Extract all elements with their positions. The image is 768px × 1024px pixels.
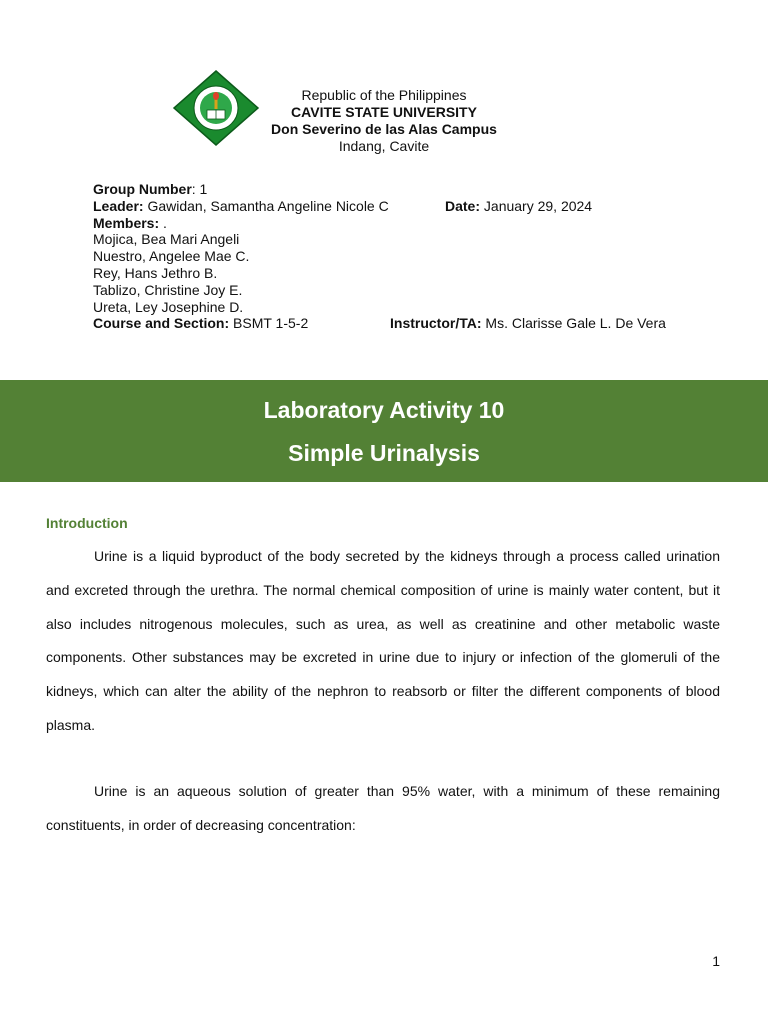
leader-value: Gawidan, Samantha Angeline Nicole C	[143, 197, 389, 214]
member-item: Tablizo, Christine Joy E.	[93, 281, 243, 298]
group-info	[93, 181, 733, 332]
course-value: BSMT 1-5-2	[229, 315, 309, 332]
university-header	[0, 87, 768, 155]
university-name: CAVITE STATE UNIVERSITY	[291, 104, 477, 120]
member-item: Ureta, Ley Josephine D.	[93, 298, 244, 315]
members-label: Members:	[93, 214, 160, 231]
group-number-label: Group Number	[93, 181, 192, 197]
activity-title: Laboratory Activity 10	[263, 397, 505, 423]
activity-banner	[0, 380, 768, 482]
republic-line: Republic of the Philippines	[301, 87, 467, 103]
instructor-field	[390, 315, 666, 332]
course-row	[93, 315, 733, 332]
section-heading: Introduction	[46, 515, 128, 531]
instructor-label: Instructor/TA:	[390, 315, 482, 332]
location-line: Indang, Cavite	[338, 138, 430, 154]
members-row	[93, 215, 733, 232]
date-label: Date:	[445, 197, 481, 214]
group-number-row	[93, 181, 733, 198]
date-field	[445, 198, 592, 215]
member-item: Nuestro, Angelee Mae C.	[93, 248, 250, 265]
leader-row	[93, 198, 733, 215]
members-value: .	[159, 214, 167, 231]
leader-label: Leader:	[93, 197, 144, 214]
paragraph: Urine is an aqueous solution of greater than 95% water, with a minimum of these remaining constituents, in order of decreasing concentration:	[46, 783, 720, 833]
course-label: Course and Section:	[93, 315, 230, 332]
page-number: 1	[712, 953, 720, 969]
group-number-value: : 1	[191, 181, 208, 197]
campus-name: Don Severino de las Alas Campus	[271, 121, 497, 137]
paragraph: Urine is a liquid byproduct of the body secreted by the kidneys through a process called urination and excreted through the urethra. The normal chemical composition of urine is mainly water content, but it also includes nitrogenous molecules, such as urea, as well as creatinine and other metabolic waste components. Other substances may be excreted in urine due to injury or infection of the glomeruli of the kidneys, which can alter the ability of the nephron to reabsorb or filter the different components of blood plasma.	[46, 548, 720, 733]
activity-subtitle: Simple Urinalysis	[288, 440, 480, 466]
instructor-value: Ms. Clarisse Gale L. De Vera	[481, 315, 666, 332]
date-value: January 29, 2024	[480, 197, 593, 214]
member-item: Mojica, Bea Mari Angeli	[93, 231, 240, 248]
member-item: Rey, Hans Jethro B.	[93, 264, 218, 281]
